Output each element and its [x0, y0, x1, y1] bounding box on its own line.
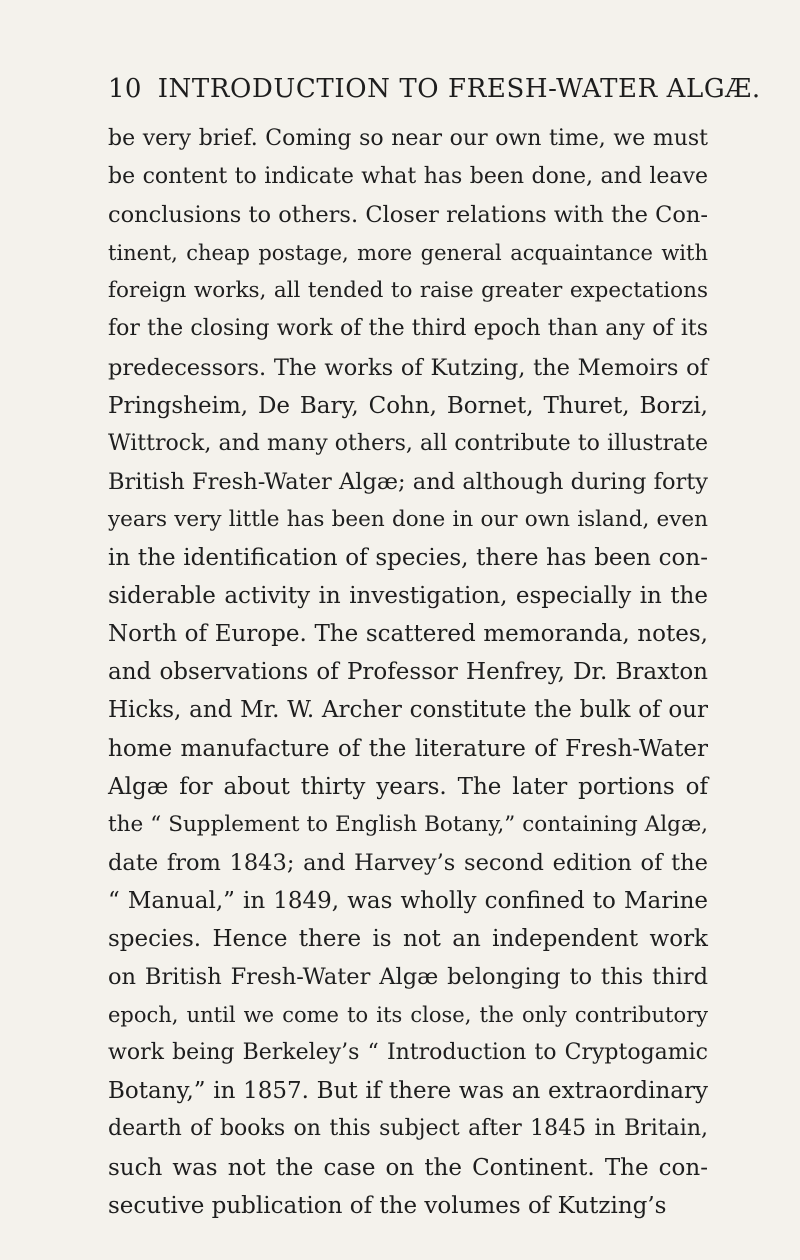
text-line: “ Manual,” in 1849, was wholly confined to Marine: [108, 887, 708, 914]
text-line: be very brief. Coming so near our own time, we must: [108, 126, 708, 151]
text-line: Algæ for about thirty years. The later portions of: [108, 773, 708, 800]
text-line: dearth of books on this subject after 1845 in Britain,: [108, 1116, 708, 1142]
text-line: British Fresh-Water Algæ; and although during forty: [108, 468, 708, 495]
text-line: predecessors. The works of Kutzing, the Memoirs of: [108, 354, 708, 381]
text-line: epoch, until we come to its close, the only contributory: [108, 1003, 708, 1028]
text-line: species. Hence there is not an independent work: [108, 925, 708, 952]
text-line: on British Fresh-Water Algæ belonging to this third: [108, 964, 708, 991]
running-title: INTRODUCTION TO FRESH-WATER ALGÆ.: [157, 74, 761, 104]
text-line: Hicks, and Mr. W. Archer constitute the bulk of our: [108, 697, 708, 724]
text-line: secutive publication of the volumes of Kutzing’s: [108, 1192, 667, 1219]
page-number: 10: [108, 74, 142, 104]
body-text: [108, 120, 708, 1225]
text-line: Botany,” in 1857. But if there was an extraordinary: [108, 1078, 708, 1105]
text-line: work being Berkeley’s “ Introduction to Cryptogamic: [108, 1040, 708, 1066]
text-line: Wittrock, and many others, all contribute to illustrate: [108, 430, 708, 456]
text-line: date from 1843; and Harvey’s second edition of the: [108, 849, 708, 876]
text-line: home manufacture of the literature of Fresh-Water: [108, 735, 708, 762]
text-line: for the closing work of the third epoch than any of its: [108, 316, 708, 342]
text-line: be content to indicate what has been done, and leave: [108, 164, 708, 190]
text-line: years very little has been done in our own island, even: [108, 506, 708, 532]
text-line: in the identification of species, there has been con-: [108, 545, 708, 572]
text-line: siderable activity in investigation, especially in the: [108, 583, 708, 610]
text-line: foreign works, all tended to raise greater expectations: [108, 278, 708, 304]
text-line: and observations of Professor Henfrey, Dr. Braxton: [108, 659, 708, 686]
text-line: conclusions to others. Closer relations with the Con-: [108, 202, 708, 229]
text-line: the “ Supplement to English Botany,” containing Algæ,: [108, 811, 708, 837]
text-line: North of Europe. The scattered memoranda, notes,: [108, 621, 708, 648]
running-head: [108, 74, 761, 114]
text-line: such was not the case on the Continent. The con-: [108, 1154, 708, 1181]
text-line: Pringsheim, De Bary, Cohn, Bornet, Thuret, Borzi,: [108, 392, 708, 419]
text-line: tinent, cheap postage, more general acquaintance with: [108, 241, 708, 266]
